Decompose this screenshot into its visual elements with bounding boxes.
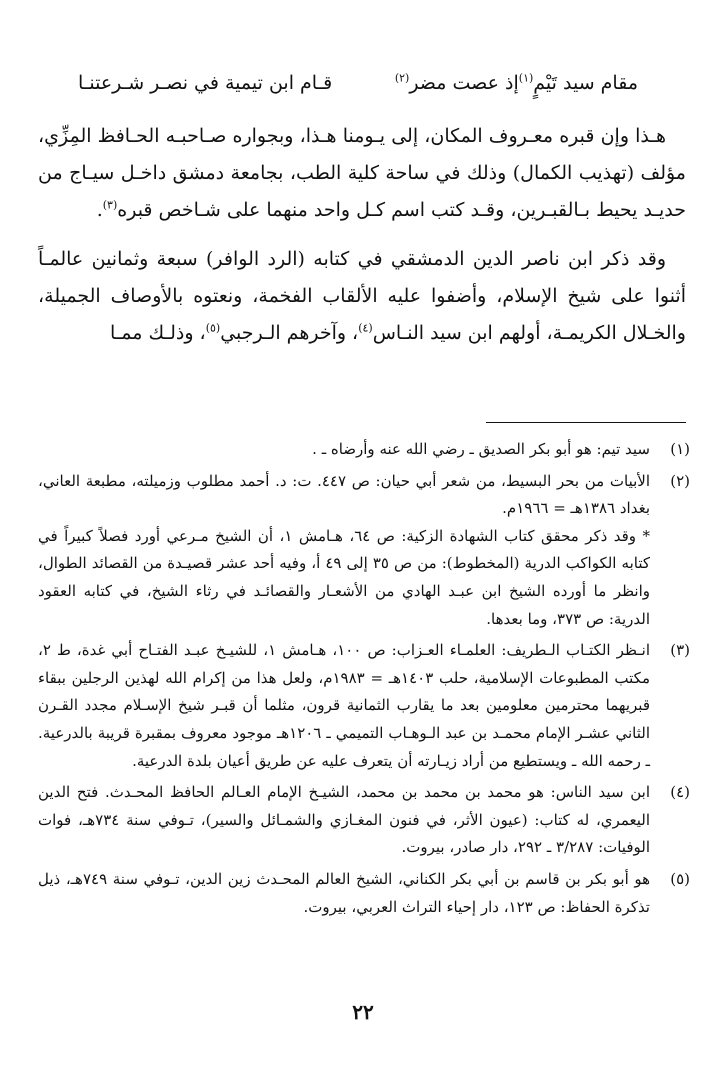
footnote-text: الأبيات من بحر البسيط، من شعر أبي حيان: ص ٤٤٧. ت: د. أحمد مطلوب وزميلته، مطبعة العاني، بغداد ١٣٨٦هـ = ١٩٦٦م. bbox=[38, 471, 650, 518]
footnote-body bbox=[38, 436, 650, 464]
verse-second-hemistich-tail: إذ عصت مضر bbox=[409, 72, 519, 94]
footnote-5 bbox=[38, 866, 690, 921]
footnote-3 bbox=[38, 637, 690, 775]
footnote-ref-3[interactable]: (٣) bbox=[102, 198, 118, 212]
footnote-body bbox=[38, 468, 650, 634]
footnote-text: * وقد ذكر محقق كتاب الشهادة الزكية: ص ٦٤، هـامش ١، أن الشيخ مـرعي أورد فصلاً كبيراً في كتابه الكواكب الدرية (المخطوط): من ص ٣٥ إلى ٤٩ أ، وفيه أحد عشر قصيـدة من القصائد الطوال، وانظر ما أورده الشيخ ابن عبـد الهادي من الأشعـار والقصائـد في رثاء الشيخ، في كتابه العقود الدرية: ص ٣٧٣، وما بعدها. bbox=[38, 526, 650, 628]
paragraph-text: هـذا وإن قبره معـروف المكان، إلى يـومنا هـذا، وبجواره صـاحبـه الحـافظ المِزِّي، مؤلف (تهذيب الكمال) وذلك في ساحة كلية الطب، بجامعة دمشق داخـل سيـاج من حديـد يحيط بـالقبـرين، وقـد كتب اسم كـل واحد منهما على شـاخص قبره bbox=[38, 125, 686, 221]
footnotes bbox=[38, 436, 690, 925]
main-text bbox=[38, 118, 686, 352]
verse-second-hemistich-text: مقام سيد تَيْمٍ bbox=[533, 72, 638, 94]
footnote-ref-4[interactable]: (٤) bbox=[358, 321, 373, 335]
page-number: ٢٢ bbox=[352, 1000, 374, 1024]
footnote-ref-2[interactable]: (٢) bbox=[394, 71, 410, 85]
footnote-1 bbox=[38, 436, 690, 464]
footnote-body bbox=[38, 779, 650, 862]
verse-first-hemistich: قـام ابن تيمية في نصـر شـرعتنـا bbox=[78, 72, 333, 94]
paragraph-text: وقد ذكر ابن ناصر الدين الدمشقي في كتابه (الرد الوافر) سبعة وثمانين عالمـاً أثنوا على شيخ الإسلام، وأضفوا عليه الألقاب الفخمة، ونعتوه بالأوصاف الجميلة، والخـلال الكريمـة، أولهم ابن سيد النـاس bbox=[38, 248, 686, 344]
footnote-ref-1[interactable]: (١) bbox=[518, 71, 534, 85]
paragraph-mid: ، وآخرهم الـرجبي bbox=[220, 322, 359, 344]
footnote-ref-5[interactable]: (٥) bbox=[205, 321, 221, 335]
paragraph bbox=[38, 241, 686, 352]
footnote-number: (٣) bbox=[670, 641, 690, 660]
footnote-number: (٥) bbox=[670, 869, 690, 888]
footnote-4 bbox=[38, 779, 690, 862]
paragraph bbox=[38, 118, 686, 229]
footnote-body bbox=[38, 637, 650, 775]
footnote-number: (١) bbox=[670, 440, 690, 458]
footnote-number: (٤) bbox=[670, 783, 690, 802]
verse-second-hemistich bbox=[395, 72, 638, 94]
poem-verse bbox=[78, 72, 638, 94]
paragraph-tail: ، وذلـك ممـا bbox=[109, 322, 206, 344]
footnote-separator bbox=[486, 422, 686, 423]
footnote-text: انـظر الكتـاب الـطريف: العلمـاء العـزاب: ص ١٠٠، هـامش ١، للشيـخ عبـد الفتـاح أبي غدة، ط ٢، مكتب المطبوعات الإسلامية، حلب ١٤٠٣هـ = ١٩٨٣م، ولعل هذا من إكرام الله لهذين الرجلين ببقاء قبريهما محترمين معلومين بعد ما يقارب الثمانية قرون، مثلما أن قبـر شيخ الإسـلام مجدد القـرن الثاني عشـر الإمام محمـد بن عبد الـوهـاب التميمي ـ ١٢٠٦هـ موجود معروف بمقبرة قريبة بالدرعية. ـ رحمه الله ـ ويستطيع من أراد زيـارته أن يتعرف عليه عن طريق أعيان بلدة الدرعية. bbox=[38, 641, 650, 770]
footnote-number: (٢) bbox=[670, 471, 690, 490]
footnote-text: هو أبو بكر بن قاسم بن أبي بكر الكناني، الشيخ العالم المحـدث زين الدين، تـوفي سنة ٧٤٩هـ، ذيل تذكرة الحفاظ: ص ١٢٣، دار إحياء التراث العربي، بيروت. bbox=[38, 869, 650, 916]
paragraph-tail: . bbox=[96, 199, 103, 221]
footnote-text: ابن سيد الناس: هو محمد بن محمد بن محمد، الشيـخ الإمام العـالم الحافظ المحـدث. فتح الدين اليعمري، له كتاب: (عيون الأثر، في فنون المغـازي والشمـائل والسير)، تـوفي سنة ٧٣٤هـ، فوات الوفيات: ٣/٢٨٧ ـ ٢٩٢، دار صادر، بيروت. bbox=[38, 783, 651, 857]
footnote-text: سيد تيم: هو أبو بكر الصديق ـ رضي الله عنه وأرضاه ـ . bbox=[312, 440, 650, 458]
footnote-body bbox=[38, 866, 650, 921]
footnote-2 bbox=[38, 468, 690, 634]
